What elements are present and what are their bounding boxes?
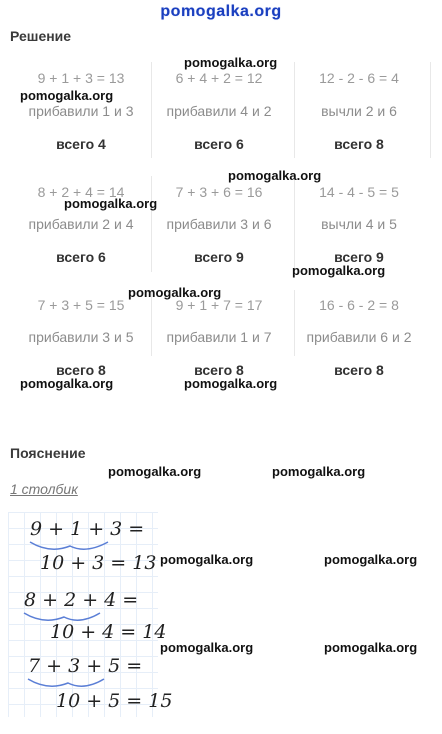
- total-label: всего 8: [334, 362, 384, 378]
- operation-note: прибавили 1 и 7: [166, 329, 272, 345]
- equation: 6 + 4 + 2 = 12: [175, 70, 263, 86]
- equation: 7 + 3 + 5 = 15: [37, 297, 125, 313]
- watermark: pomogalka.org: [228, 168, 322, 183]
- total-label: всего 8: [194, 362, 244, 378]
- equation: 9 + 1 + 3 = 13: [37, 70, 125, 86]
- total-label: всего 9: [334, 249, 384, 265]
- watermark: pomogalka.org: [184, 376, 278, 391]
- site-title: pomogalka.org: [160, 3, 282, 20]
- total-label: всего 8: [56, 362, 106, 378]
- equation: 7 + 3 + 6 = 16: [175, 184, 263, 200]
- column-divider: [430, 62, 431, 158]
- watermark: pomogalka.org: [20, 88, 114, 103]
- handwritten-line: 10 + 4 = 14: [50, 621, 167, 643]
- watermark: pomogalka.org: [272, 464, 366, 479]
- watermark: pomogalka.org: [292, 263, 386, 278]
- handwritten-line: 10 + 5 = 15: [56, 690, 173, 712]
- equation: 9 + 1 + 7 = 17: [175, 297, 263, 313]
- column-label: 1 столбик: [10, 481, 78, 497]
- watermark: pomogalka.org: [160, 552, 254, 567]
- handwritten-line: 8 + 2 + 4 =: [24, 589, 139, 611]
- operation-note: прибавили 4 и 2: [166, 103, 272, 119]
- operation-note: вычли 2 и 6: [321, 103, 397, 119]
- operation-note: прибавили 3 и 6: [166, 216, 272, 232]
- handwritten-line: 9 + 1 + 3 =: [30, 518, 145, 540]
- watermark: pomogalka.org: [20, 376, 114, 391]
- watermark: pomogalka.org: [324, 640, 418, 655]
- equation: 12 - 2 - 6 = 4: [319, 70, 399, 86]
- explanation-heading: Пояснение: [10, 445, 86, 461]
- total-label: всего 6: [56, 249, 106, 265]
- handwritten-line: 10 + 3 = 13: [40, 552, 157, 574]
- watermark: pomogalka.org: [108, 464, 202, 479]
- watermark: pomogalka.org: [64, 196, 158, 211]
- grouping-brace: [26, 677, 116, 691]
- watermark: pomogalka.org: [184, 55, 278, 70]
- watermark: pomogalka.org: [128, 285, 222, 300]
- operation-note: прибавили 2 и 4: [28, 216, 134, 232]
- equation: 8 + 2 + 4 = 14: [37, 184, 125, 200]
- total-label: всего 4: [56, 136, 106, 152]
- operation-note: вычли 4 и 5: [321, 216, 397, 232]
- total-label: всего 6: [194, 136, 244, 152]
- operation-note: прибавили 1 и 3: [28, 103, 134, 119]
- total-label: всего 9: [194, 249, 244, 265]
- watermark: pomogalka.org: [324, 552, 418, 567]
- total-label: всего 8: [334, 136, 384, 152]
- operation-note: прибавили 6 и 2: [306, 329, 412, 345]
- solution-heading: Решение: [10, 28, 72, 44]
- equation: 14 - 4 - 5 = 5: [319, 184, 399, 200]
- equation: 16 - 6 - 2 = 8: [319, 297, 399, 313]
- handwritten-line: 7 + 3 + 5 =: [28, 655, 143, 677]
- watermark: pomogalka.org: [160, 640, 254, 655]
- operation-note: прибавили 3 и 5: [28, 329, 134, 345]
